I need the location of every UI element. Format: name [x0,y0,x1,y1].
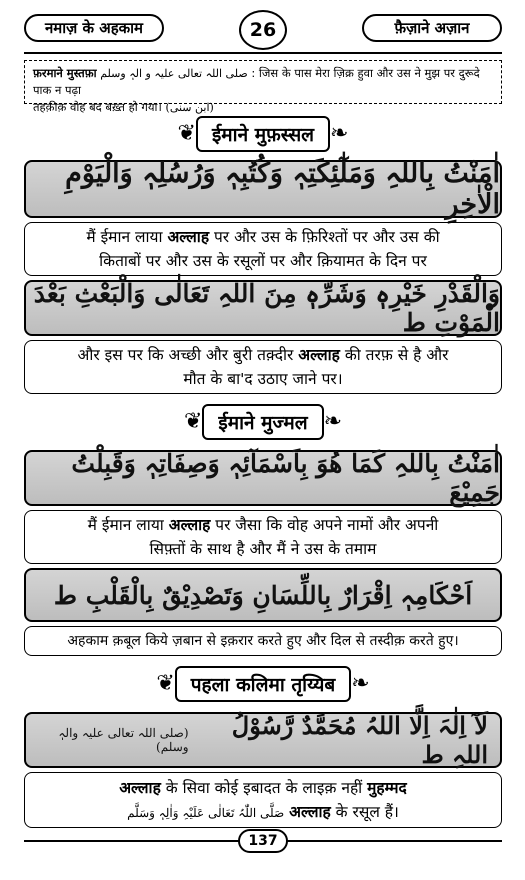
hadith-label: फ़रमाने मुस्तफ़ा [33,66,97,80]
translation-box [24,510,502,564]
book-title-pill [362,14,502,42]
left-flourish-icon: ❦ [183,409,203,434]
translation-text: मैं ईमान लाया [87,516,164,534]
right-flourish-icon: ❧ [330,121,349,146]
arabic-text: لَآ اِلٰہَ اِلَّا اللہُ مُحَمَّدٌ رَّسُوْلُ اللہِ ط [231,711,488,769]
allah-name: अल्लाह [119,778,161,797]
section-title-kalima: पहला कलिमा तृय्यिब [175,666,351,702]
arabic-text-box [24,160,502,218]
hadith-text-2: तहक़ीक़ वोह बद बख़्त हो गया। [33,100,162,114]
page-number-badge [239,10,287,50]
hadith-quote-box [24,60,502,114]
translation-text: की तरफ़ से है और [344,346,449,364]
arabic-text: وَالْقَدْرِ خَیْرِہٖ وَشَرِّہٖ مِنَ اللہِ تَعَالٰی وَالْبَعْثِ بَعْدَ الْمَوْتِ ط [33,279,500,337]
translation-text: मौत के बा'द उठाए जाने पर। [183,370,343,388]
page-number: 26 [249,19,277,41]
translation-text: किताबों पर और उस के रसूलों पर और क़ियामत के दिन पर [99,252,427,270]
translation-text: और इस पर कि अच्छी और बुरी तक़्दीर [77,346,294,364]
muhammad-name: मुहम्मद [367,778,407,797]
section-banner-mufassal [24,114,502,154]
chapter-title-pill [24,14,164,42]
translation-box [24,626,502,656]
footer-page-number: 137 [248,833,278,849]
arabic-text: اٰمَنْتُ بِاللہِ وَمَلٰٓئِکَتِہٖ وَکُتُبِہٖ وَرُسُلِہٖ وَالْیَوْمِ الْاٰخِرِ [65,158,500,220]
salutation-text: (صلی اللہ تعالی علیہ والہٖ وسلم) [58,726,189,754]
arabic-text-box [24,568,502,622]
book-title: फ़ैज़ाने अज़ान [394,19,470,37]
translation-text: के रसूल हैं। [335,802,399,821]
allah-name: अल्लाह [168,516,211,534]
translation-box [24,222,502,276]
arabic-text-box [24,712,502,768]
salutation-text: صَلَّی اللّٰہُ تَعَالٰی عَلَیْہِ وَاٰلِہٖ وَسَلَّم [127,805,285,820]
arabic-text-box [24,450,502,506]
translation-text: के सिवा कोई इबादत के लाइक़ नहीं [165,778,363,797]
translation-text: मैं ईमान लाया [86,228,163,246]
allah-name: अल्लाह [167,228,210,246]
left-flourish-icon: ❦ [177,121,196,146]
chapter-title: नमाज़ के अहकाम [44,19,144,37]
hadith-line-1 [33,65,493,99]
translation-text: पर जैसा कि वोह अपने नामों और अपनी [215,516,439,534]
footer-page-badge [238,829,288,853]
translation-box [24,340,502,394]
arabic-text: اَحْکَامِہٖ اِقْرَارٌ بِاللِّسَانِ وَتَصْدِیْقٌ بِالْقَلْبِ ط [53,580,473,610]
section-title-mujmal: ईमाने मुज्मल [202,404,323,440]
translation-box [24,772,502,828]
arabic-text: اٰمَنْتُ بِاللہِ کَمَا ھُوَ بِاَسْمَآئِہٖ وَصِفَاتِہٖ وَقَبِلْتُ جَمِیْعَ [71,449,500,507]
header-divider [24,52,502,54]
hadith-salutation: صلی اللہ تعالی علیہ و الہٖ وسلم [100,67,248,80]
section-banner-mujmal [24,402,502,442]
translation-text: पर और उस के फ़िरिश्तों पर और उस की [214,228,440,246]
translation-text: अहकाम क़बूल किये ज़बान से इक़रार करते हुए और दिल से तस्दीक़ करते हुए। [67,633,459,649]
arabic-text-box [24,280,502,336]
section-title-mufassal: ईमाने मुफ़स्सल [196,116,330,152]
hadith-source: (ابن سنی) [165,101,214,114]
allah-name: अल्लाह [289,802,331,821]
translation-text: सिफ़्तों के साथ है और मैं ने उस के तमाम [149,540,377,558]
right-flourish-icon: ❧ [351,671,370,696]
allah-name: अल्लाह [298,346,340,364]
hadith-text-1: : जिस के पास मेरा ज़िक्र हुवा और उस ने मुझ पर दुरूदे पाक न पढ़ा [33,66,480,97]
right-flourish-icon: ❧ [323,409,343,434]
left-flourish-icon: ❦ [156,671,175,696]
section-banner-kalima [24,664,502,704]
